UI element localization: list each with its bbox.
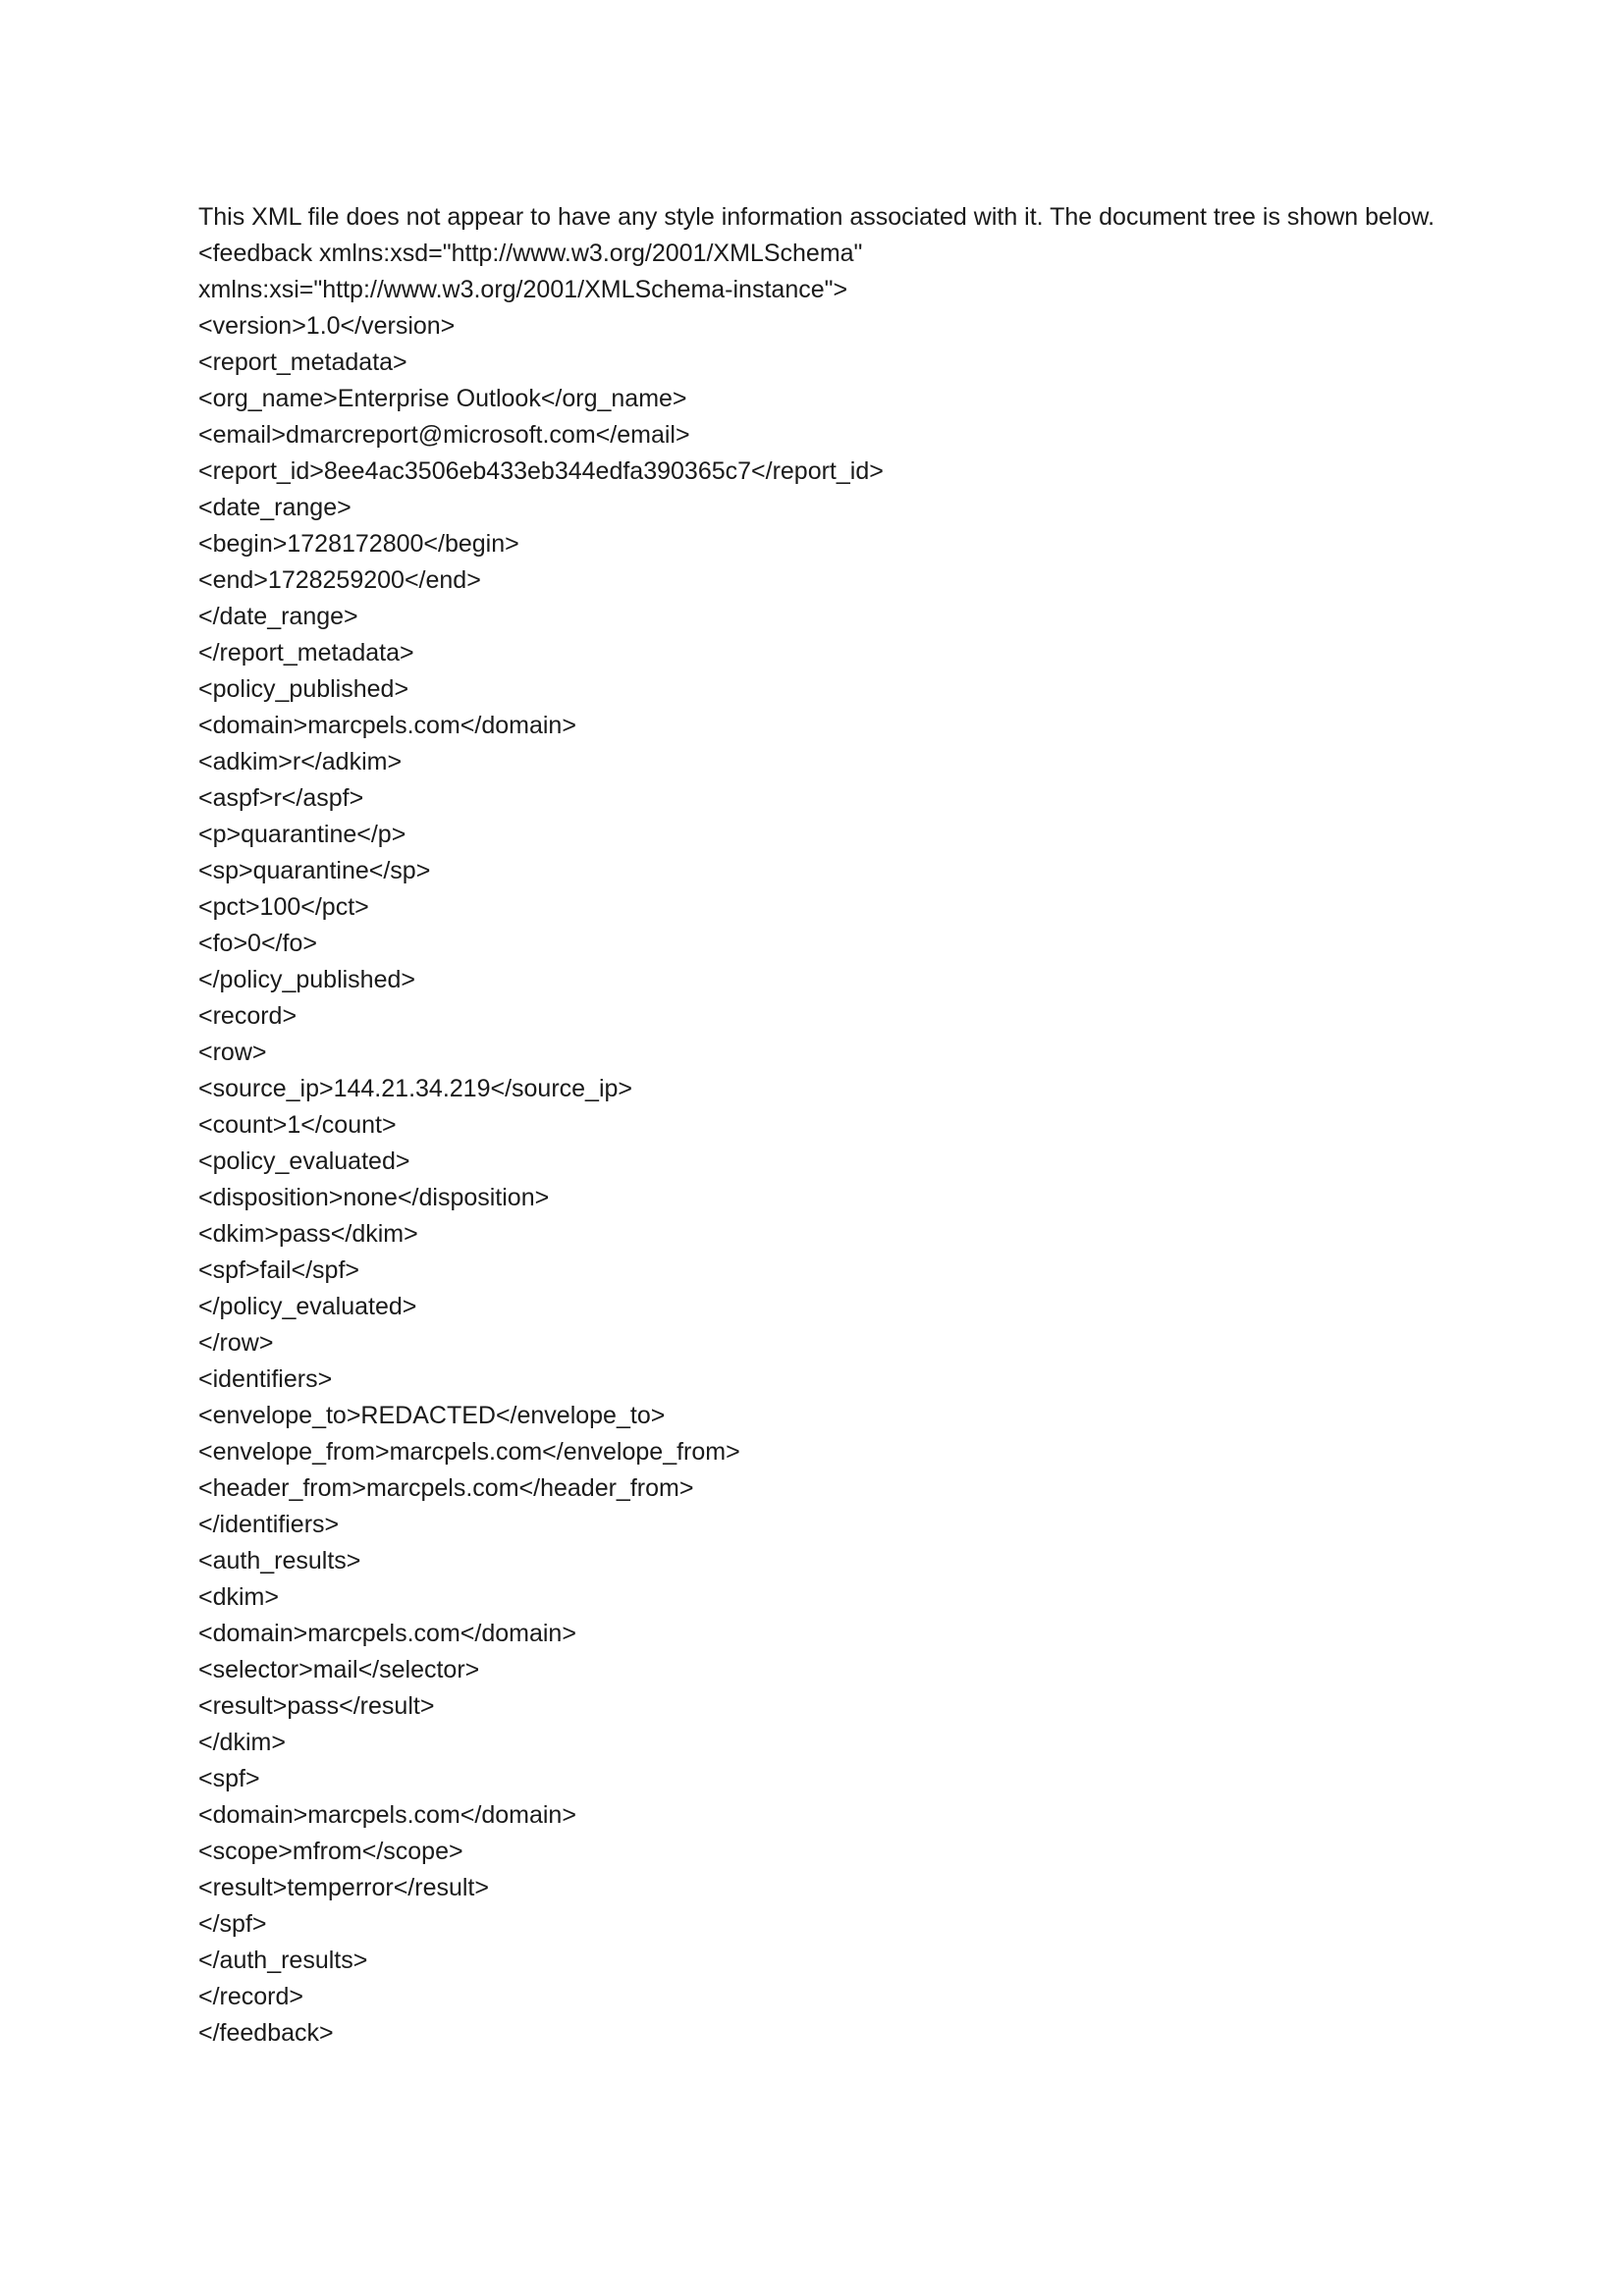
- xml-line: </auth_results>: [198, 1947, 368, 1974]
- xml-line: </record>: [198, 1983, 304, 2010]
- xml-line: <result>pass</result>: [198, 1692, 435, 1720]
- xml-line: <auth_results>: [198, 1547, 361, 1575]
- document-content: [198, 199, 1435, 2052]
- xml-line: </policy_published>: [198, 966, 415, 993]
- xml-line: <email>dmarcreport@microsoft.com</email>: [198, 421, 690, 449]
- xml-line: <fo>0</fo>: [198, 930, 317, 957]
- xml-line: <domain>marcpels.com</domain>: [198, 712, 576, 739]
- xml-line: <spf>fail</spf>: [198, 1256, 360, 1284]
- xml-line: <count>1</count>: [198, 1111, 397, 1139]
- xml-line: <feedback xmlns:xsd="http://www.w3.org/2001/XMLSchema": [198, 240, 863, 267]
- xml-line: <identifiers>: [198, 1365, 333, 1393]
- xml-line: <domain>marcpels.com</domain>: [198, 1620, 576, 1647]
- xml-line: </feedback>: [198, 2019, 334, 2047]
- xml-line: <p>quarantine</p>: [198, 821, 406, 848]
- xml-line: <header_from>marcpels.com</header_from>: [198, 1474, 694, 1502]
- xml-line: <version>1.0</version>: [198, 312, 456, 340]
- xml-line: <policy_evaluated>: [198, 1148, 410, 1175]
- xml-line: </policy_evaluated>: [198, 1293, 417, 1320]
- xml-line: <scope>mfrom</scope>: [198, 1838, 463, 1865]
- xml-line: <row>: [198, 1039, 267, 1066]
- xml-line: <source_ip>144.21.34.219</source_ip>: [198, 1075, 633, 1102]
- xml-line: <dkim>: [198, 1583, 279, 1611]
- xml-line: <pct>100</pct>: [198, 893, 369, 921]
- xml-line: <adkim>r</adkim>: [198, 748, 403, 775]
- xml-line: </identifiers>: [198, 1511, 340, 1538]
- xml-document-tree: [198, 236, 1435, 2052]
- xml-line: </report_metadata>: [198, 639, 414, 667]
- xml-line: <record>: [198, 1002, 298, 1030]
- xml-line: <report_metadata>: [198, 348, 407, 376]
- xml-line: <date_range>: [198, 494, 352, 521]
- xml-line: <aspf>r</aspf>: [198, 784, 364, 812]
- xml-line: <dkim>pass</dkim>: [198, 1220, 418, 1248]
- xml-line: <selector>mail</selector>: [198, 1656, 480, 1683]
- xml-line: <report_id>8ee4ac3506eb433eb344edfa390365c7</report_id>: [198, 457, 884, 485]
- xml-line: </dkim>: [198, 1729, 286, 1756]
- xml-line: <begin>1728172800</begin>: [198, 530, 519, 558]
- xml-line: <disposition>none</disposition>: [198, 1184, 550, 1211]
- xml-line: <sp>quarantine</sp>: [198, 857, 431, 884]
- xml-line: <domain>marcpels.com</domain>: [198, 1801, 576, 1829]
- xml-line: </date_range>: [198, 603, 358, 630]
- xml-line: </row>: [198, 1329, 274, 1357]
- xml-line: <end>1728259200</end>: [198, 566, 481, 594]
- xml-line: <spf>: [198, 1765, 260, 1792]
- xml-line: </spf>: [198, 1910, 267, 1938]
- xml-line: <policy_published>: [198, 675, 409, 703]
- xml-line: <envelope_to>REDACTED</envelope_to>: [198, 1402, 666, 1429]
- xml-line: xmlns:xsi="http://www.w3.org/2001/XMLSchema-instance">: [198, 276, 848, 303]
- xml-line: <envelope_from>marcpels.com</envelope_from>: [198, 1438, 740, 1466]
- xml-line: <result>temperror</result>: [198, 1874, 489, 1901]
- xml-line: <org_name>Enterprise Outlook</org_name>: [198, 385, 687, 412]
- style-info-notice: This XML file does not appear to have any style information associated with it. The document tree is shown below.: [198, 203, 1435, 231]
